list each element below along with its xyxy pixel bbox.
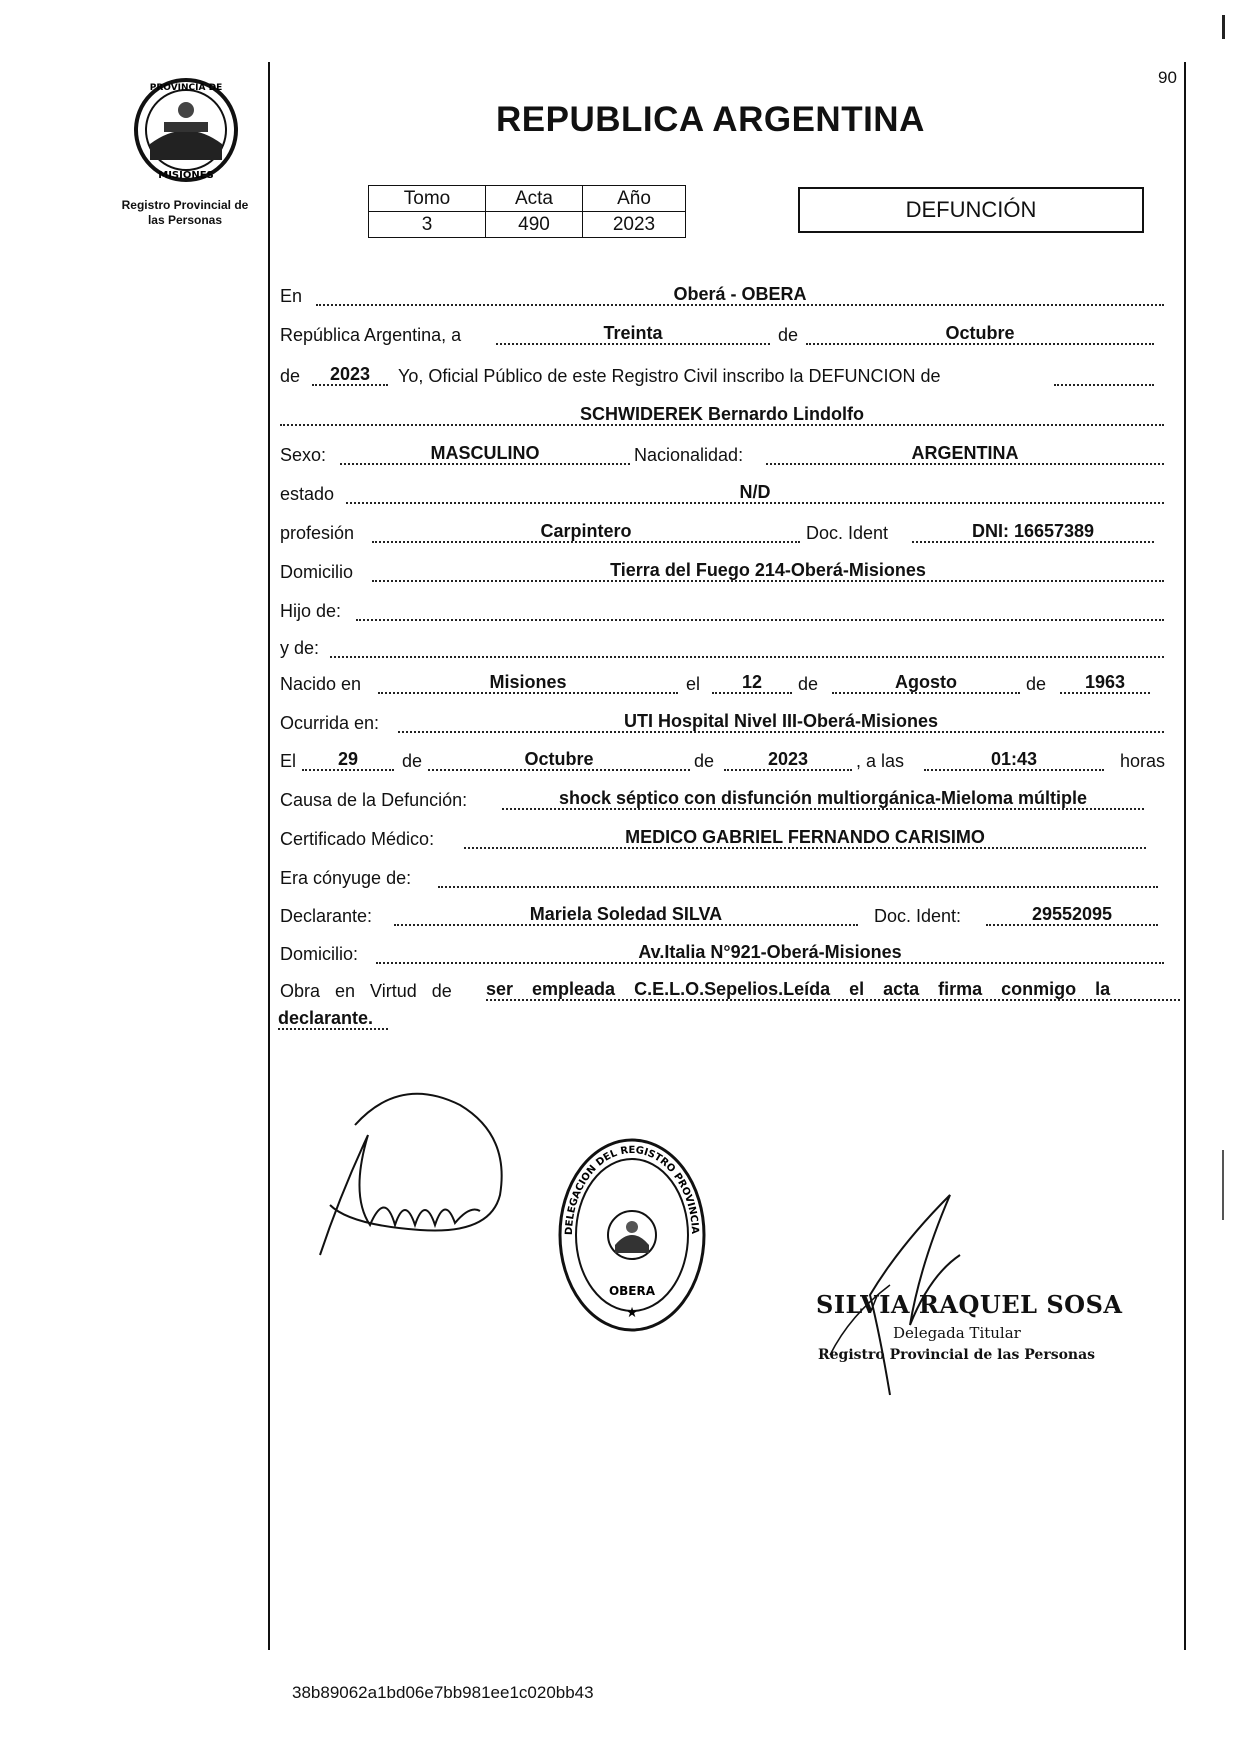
hijo-blank [356,599,1164,621]
death-day-value: 29 [302,749,394,771]
domicilio-value: Tierra del Fuego 214-Oberá-Misiones [372,560,1164,582]
el2-label: El [280,751,297,771]
ocurrida-label: Ocurrida en: [280,713,380,733]
tomo-header: Tomo [369,186,486,212]
birth-day-value: 12 [712,672,792,694]
registry-label-line2: las Personas [147,213,223,227]
y-de-blank [330,636,1164,658]
scan-artifact [1222,1150,1224,1220]
hijo-label: Hijo de: [280,601,342,621]
death-de2-label: de [694,751,715,771]
causa-label: Causa de la Defunción: [280,790,468,810]
horas-label: horas [1120,751,1166,771]
province-logo [130,72,242,190]
delegate-name: SILVIA RAQUEL SOSA [816,1290,1123,1319]
certificado-label: Certificado Médico: [280,829,435,849]
republica-label: República Argentina, a [280,325,462,345]
nacionalidad-value: ARGENTINA [766,443,1164,465]
delegate-org: Registro Provincial de las Personas [818,1347,1096,1363]
logo-text-top: PROVINCIA DE [149,83,223,93]
estado-label: estado [280,484,335,504]
certificado-value: MEDICO GABRIEL FERNANDO CARISIMO [464,827,1146,849]
document-hash: 38b89062a1bd06e7bb981ee1c020bb43 [292,1683,594,1702]
left-margin-line [268,62,270,1650]
profesion-label: profesión [280,523,355,543]
obra-value-cont: declarante. [278,1008,388,1030]
el-label: el [686,674,701,694]
decl-domicilio-label: Domicilio: [280,944,359,964]
birth-de2-label: de [1026,674,1047,694]
seal-bottom-text: OBERA [608,1284,656,1298]
nacido-en-value: Misiones [378,672,678,694]
month-value: Octubre [806,323,1154,345]
delegate-role: Delegada Titular [893,1324,1021,1342]
delegate-signature [810,1155,1110,1415]
acta-header: Acta [486,186,583,212]
estado-value: N/D [346,482,1164,504]
nacionalidad-label: Nacionalidad: [634,445,744,465]
anio-header: Año [583,186,686,212]
obra-value: ser empleada C.E.L.O.Sepelios.Leída el acta firma conmigo la [486,979,1180,1001]
alas-label: , a las [856,751,905,771]
doc-ident-value: DNI: 16657389 [912,521,1154,543]
profesion-value: Carpintero [372,521,800,543]
ocurrida-value: UTI Hospital Nivel III-Oberá-Misiones [398,711,1164,733]
death-year-value: 2023 [724,749,852,771]
birth-year-value: 1963 [1060,672,1150,694]
book-reference-table [368,185,686,238]
registry-label-line1: Registro Provincial de [121,198,249,212]
svg-text:★: ★ [625,1305,639,1321]
birth-de1-label: de [798,674,819,694]
registry-label [100,198,270,228]
right-margin-line [1184,62,1186,1650]
declaration-blank [1054,364,1154,386]
nacido-label: Nacido en [280,674,362,694]
year-value: 2023 [312,364,388,386]
sexo-value: MASCULINO [340,443,630,465]
tomo-value: 3 [369,212,486,238]
declarante-value: Mariela Soledad SILVA [394,904,858,926]
causa-value: shock séptico con disfunción multiorgánica-Mieloma múltiple [502,788,1144,810]
sexo-label: Sexo: [280,445,327,465]
conyuge-blank [438,866,1158,888]
decl-domicilio-value: Av.Italia N°921-Oberá-Misiones [376,942,1164,964]
death-de1-label: de [402,751,423,771]
decl-doc-label: Doc. Ident: [874,906,962,926]
y-de-label: y de: [280,638,320,658]
document-title: REPUBLICA ARGENTINA [496,100,925,139]
official-signature [310,1085,520,1260]
declaration-text: Yo, Oficial Público de este Registro Civil inscribo la DEFUNCION de [398,366,941,386]
de-label: de [778,325,799,345]
birth-month-value: Agosto [832,672,1020,694]
place-value: Oberá - OBERA [316,284,1164,306]
page-number: 90 [1158,68,1177,87]
acta-value: 490 [486,212,583,238]
document-type-box: DEFUNCIÓN [798,187,1144,233]
seal-ring-path-text: DELEGACION DEL REGISTRO PROVINCIA [563,1144,701,1236]
conyuge-label: Era cónyuge de: [280,868,412,888]
declarante-label: Declarante: [280,906,373,926]
anio-value: 2023 [583,212,686,238]
death-time-value: 01:43 [924,749,1104,771]
deceased-name-value: SCHWIDEREK Bernardo Lindolfo [280,404,1164,426]
en-label: En [280,286,303,306]
doc-ident-label: Doc. Ident [806,523,889,543]
day-words-value: Treinta [496,323,770,345]
logo-text-bottom: MISIONES [158,170,214,181]
decl-doc-value: 29552095 [986,904,1158,926]
obra-label: Obra en Virtud de [280,981,452,1001]
domicilio-label: Domicilio [280,562,354,582]
year-prefix-label: de [280,366,301,386]
scan-mark [1222,15,1225,39]
official-seal [555,1135,710,1335]
death-month-value: Octubre [428,749,690,771]
